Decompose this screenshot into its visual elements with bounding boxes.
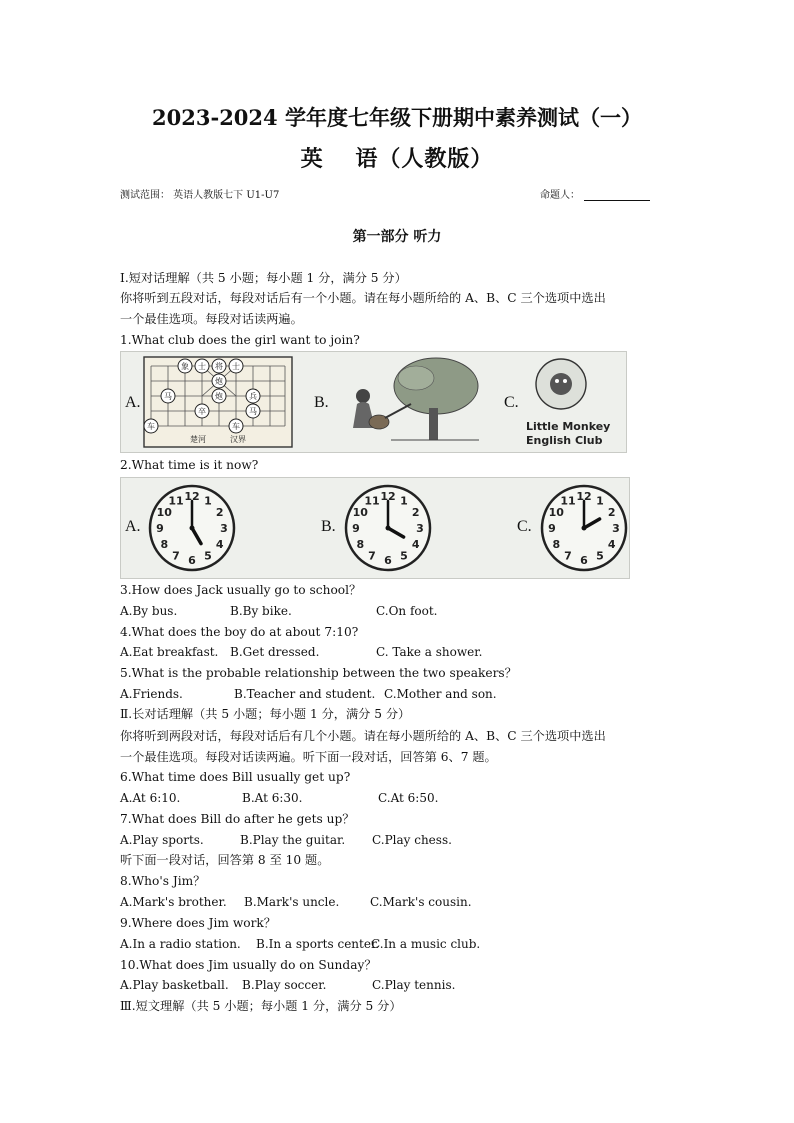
exam-title: 2023-2024 学年度七年级下册期中素养测试（一） (152, 105, 642, 130)
section-3-heading: Ⅲ.短文理解（共 5 小题；每小题 1 分，满分 5 分） (120, 999, 402, 1013)
q6-option-c: C.At 6:50. (378, 791, 439, 805)
chess-board-image (143, 356, 293, 448)
author-blank (584, 190, 650, 201)
q8-option-c: C.Mark's cousin. (370, 895, 472, 909)
clock-number: 2 (215, 506, 224, 519)
q7-option-a: A.Play sports. (120, 833, 204, 847)
q6-option-b: B.At 6:30. (242, 791, 303, 805)
clock-center (582, 526, 587, 531)
section-1-instruction-2: 一个最佳选项。每段对话读两遍。 (120, 312, 303, 326)
q1-label-a: A. (125, 394, 141, 411)
clock-number: 3 (612, 522, 620, 535)
section-2-instruction-2: 一个最佳选项。每段对话读两遍。听下面一段对话，回答第 6、7 题。 (120, 750, 497, 764)
section-1-instruction: 你将听到五段对话，每段对话后有一个小题。请在每小题所给的 A、B、C 三个选项中选出 (120, 291, 606, 305)
question-6: 6.What time does Bill usually get up? (120, 770, 351, 784)
clock-number: 3 (220, 522, 228, 535)
instruction-8-10: 听下面一段对话，回答第 8 至 10 题。 (120, 853, 330, 867)
clock-number: 4 (607, 538, 616, 551)
clock-number: 2 (607, 506, 616, 519)
question-7: 7.What does Bill do after he gets up？ (120, 812, 355, 826)
chess-river-text: 楚河 汉界 (190, 435, 246, 444)
author-field (540, 186, 650, 201)
clock-number: 6 (384, 554, 392, 567)
question-3: 3.How does Jack usually go to school？ (120, 583, 362, 597)
q2-label-a: A. (125, 518, 141, 535)
clock-number: 12 (380, 490, 396, 503)
q10-option-b: B.Play soccer. (242, 978, 327, 992)
chess-piece: 车 (232, 422, 240, 431)
clock-a (147, 483, 237, 573)
question-2-images (120, 477, 630, 579)
q2-label-b: B. (321, 518, 336, 535)
q5-option-a: A.Friends. (120, 687, 183, 701)
clock-number: 5 (596, 549, 604, 563)
q5-option-b: B.Teacher and student. (234, 687, 376, 701)
club-logo-line-1: Little Monkey (526, 420, 611, 433)
clock-number: 10 (548, 506, 564, 519)
q9-option-b: B.In a sports center. (256, 937, 380, 951)
q10-option-a: A.Play basketball. (120, 978, 229, 992)
question-10: 10.What does Jim usually do on Sunday？ (120, 958, 377, 972)
clock-c (539, 483, 629, 573)
q1-label-c: C. (504, 394, 519, 411)
q7-option-c: C.Play chess. (372, 833, 452, 847)
question-5: 5.What is the probable relationship between the two speakers？ (120, 666, 517, 680)
clock-number: 2 (411, 506, 420, 519)
q10-option-c: C.Play tennis. (372, 978, 456, 992)
clock-number: 7 (564, 549, 572, 563)
q9-option-c: C.In a music club. (371, 937, 481, 951)
guitar-under-tree-image (331, 356, 481, 448)
clock-number: 9 (156, 522, 164, 535)
q3-option-c: C.On foot. (376, 604, 438, 618)
clock-number: 5 (204, 549, 212, 563)
question-1: 1.What club does the girl want to join? (120, 333, 360, 347)
q3-option-a: A.By bus. (120, 604, 178, 618)
chess-piece: 车 (147, 422, 155, 431)
clock-number: 1 (596, 494, 604, 508)
clock-number: 12 (576, 490, 592, 503)
q7-option-b: B.Play the guitar. (240, 833, 346, 847)
clock-number: 12 (184, 490, 200, 503)
author-label: 命题人： (540, 190, 580, 201)
clock-number: 4 (215, 538, 224, 551)
section-1-heading: I.短对话理解（共 5 小题；每小题 1 分，满分 5 分） (120, 271, 407, 285)
question-8: 8.Who's Jim？ (120, 874, 206, 888)
clock-number: 6 (580, 554, 588, 567)
clock-number: 7 (368, 549, 376, 563)
q3-option-b: B.By bike. (230, 604, 292, 618)
clock-center (386, 526, 391, 531)
section-2-heading: Ⅱ.长对话理解（共 5 小题；每小题 1 分，满分 5 分） (120, 707, 411, 721)
clock-number: 11 (560, 494, 576, 508)
chess-piece: 卒 (198, 407, 206, 416)
chess-piece: 将 (215, 362, 223, 371)
chess-piece: 兵 (249, 392, 257, 401)
q5-option-c: C.Mother and son. (384, 687, 497, 701)
q9-option-a: A.In a radio station. (120, 937, 241, 951)
clock-number: 6 (188, 554, 196, 567)
chess-piece: 炮 (215, 392, 223, 401)
question-1-images (120, 351, 627, 453)
clock-number: 8 (160, 538, 169, 551)
clock-number: 3 (416, 522, 424, 535)
q8-option-a: A.Mark's brother. (120, 895, 227, 909)
clock-number: 10 (352, 506, 368, 519)
q6-option-a: A.At 6:10. (120, 791, 181, 805)
chess-piece: 炮 (215, 377, 223, 386)
question-4: 4.What does the boy do at about 7:10? (120, 625, 359, 639)
clock-number: 5 (400, 549, 408, 563)
question-9: 9.Where does Jim work？ (120, 916, 276, 930)
clock-number: 9 (352, 522, 360, 535)
q1-label-b: B. (314, 394, 329, 411)
question-2: 2.What time is it now? (120, 458, 259, 472)
club-logo-line-2: English Club (526, 434, 603, 447)
clock-number: 8 (356, 538, 365, 551)
clock-number: 1 (400, 494, 408, 508)
clock-number: 4 (411, 538, 420, 551)
q2-label-c: C. (517, 518, 532, 535)
clock-center (190, 526, 195, 531)
english-club-logo (521, 354, 621, 450)
exam-subtitle: 英 语（人教版） (300, 146, 494, 172)
q4-option-b: B.Get dressed. (230, 645, 320, 659)
clock-number: 11 (364, 494, 380, 508)
clock-number: 8 (552, 538, 561, 551)
clock-number: 11 (168, 494, 184, 508)
chess-piece: 马 (164, 392, 172, 401)
chess-piece: 士 (198, 362, 206, 371)
clock-number: 1 (204, 494, 212, 508)
q4-option-a: A.Eat breakfast. (120, 645, 219, 659)
chess-piece: 象 (181, 362, 189, 371)
part-one-title: 第一部分 听力 (352, 229, 442, 245)
clock-b (343, 483, 433, 573)
section-2-instruction: 你将听到两段对话，每段对话后有几个小题。请在每小题所给的 A、B、C 三个选项中选出 (120, 729, 606, 743)
q8-option-b: B.Mark's uncle. (244, 895, 340, 909)
q4-option-c: C. Take a shower. (376, 645, 483, 659)
clock-number: 10 (156, 506, 172, 519)
chess-piece: 马 (249, 407, 257, 416)
test-scope: 测试范围： 英语人教版七下 U1-U7 (120, 190, 280, 201)
chess-piece: 士 (232, 362, 240, 371)
clock-number: 7 (172, 549, 180, 563)
clock-number: 9 (548, 522, 556, 535)
